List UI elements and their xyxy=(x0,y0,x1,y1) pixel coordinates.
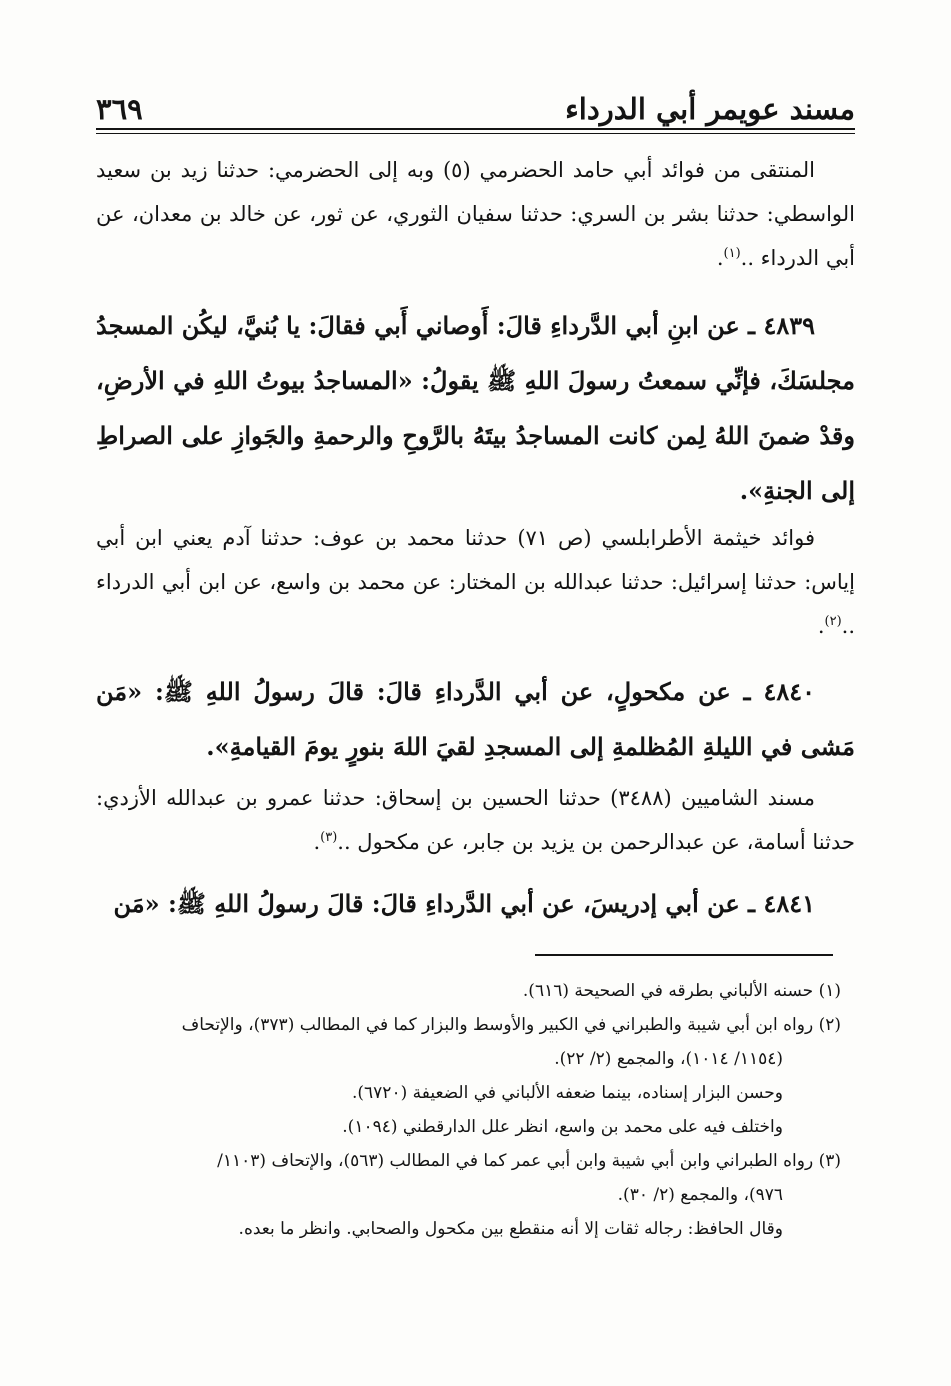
footnote-3: (٣) رواه الطبراني وابن أبي شيبة وابن أبي عمر كما في المطالب (٥٦٣)، والإتحاف (١١٠٣/ xyxy=(217,1151,841,1171)
hadith-4839 xyxy=(96,298,855,518)
header-rule-thin xyxy=(96,133,855,134)
page-header xyxy=(96,70,855,128)
page-number: ٣٦٩ xyxy=(96,92,143,126)
hadith-text-4841: عن أبي إدريسَ، عن أبي الدَّرداءِ قالَ: قالَ رسولُ اللهِ ﷺ: «مَن xyxy=(113,889,740,918)
footnote-2: (٢) رواه ابن أبي شيبة والطبراني في الكبير والأوسط والبزار كما في المطالب (٣٧٣)، والإتحاف xyxy=(181,1015,841,1035)
hadith-number-4839: ٤٨٣٩ ـ xyxy=(748,311,815,340)
footnote-ref-1: (١) xyxy=(723,246,741,261)
footnote-1: (١) حسنه الألباني بطرقه في الصحيحة (٦١٦). xyxy=(522,981,841,1001)
running-title: مسند عويمر أبي الدرداء xyxy=(565,92,855,126)
hadith-number-4841: ٤٨٤١ ـ xyxy=(748,889,815,918)
source-paragraph-1: المنتقى من فوائد أبي حامد الحضرمي (٥) وبه إلى الحضرمي: حدثنا زيد بن سعيد الواسطي: حدثنا بشر بن السري: حدثنا سفيان الثوري، عن ثور، عن خالد بن معدان، عن أبي الدرداء ..$^{(١)}$. xyxy=(96,158,855,270)
footnote-3-continuation: ٩٧٦)، والمجمع (٢/ ٣٠). xyxy=(617,1185,783,1205)
source-text-3: مسند الشاميين (٣٤٨٨) حدثنا الحسين بن إسحاق: حدثنا عمرو بن عبدالله الأزدي: حدثنا أسامة، عن عبدالرحمن بن يزيد بن جابر، عن مكحول .. xyxy=(96,786,855,854)
hadith-text-4840: عن مكحولٍ، عن أبي الدَّرداءِ قالَ: قالَ رسولُ اللهِ ﷺ: «مَن مَشى في الليلةِ المُظلمةِ إلى المسجدِ لقيَ اللهَ بنورٍ يومَ القيامةِ». xyxy=(96,677,855,761)
footnote-ref-2: (٢) xyxy=(824,614,842,629)
footnote-separator xyxy=(535,954,833,956)
hadith-number-4840: ٤٨٤٠ ـ xyxy=(743,677,815,706)
hadith-text-4839: عن ابنِ أبي الدَّرداءِ قالَ: أَوصاني أَبي فقالَ: يا بُنيَّ، ليكُن المسجدُ مجلسَكَ، فإنِّي سمعتُ رسولَ اللهِ ﷺ يقولُ: «المساجدُ بيوتُ اللهِ في الأرضِ، وقدْ ضمنَ اللهُ لِمن كانت المساجدُ بيتَهُ بالرَّوحِ والرحمةِ والجَوازِ على الصراطِ إلى الجنةِ». xyxy=(96,311,856,505)
source-paragraph-3: مسند الشاميين (٣٤٨٨) حدثنا الحسين بن إسحاق: حدثنا عمرو بن عبدالله الأزدي: حدثنا أسامة، عن عبدالرحمن بن يزيد بن جابر، عن مكحول ..$^{(٣)}$. xyxy=(96,786,855,854)
footnote-2-continuation: (١١٥٤/ ١٠١٤)، والمجمع (٢/ ٢٢). xyxy=(554,1049,783,1069)
footnote-2-note-a: وحسن البزار إسناده، بينما ضعفه الألباني في الضعيفة (٦٧٢٠). xyxy=(352,1083,783,1103)
footnote-2-note-b: واختلف فيه على محمد بن واسع، انظر علل الدارقطني (١٠٩٤). xyxy=(342,1117,783,1137)
source-paragraph-2: فوائد خيثمة الأطرابلسي (ص ٧١) حدثنا محمد بن عوف: حدثنا آدم يعني ابن أبي إياس: حدثنا إسرائيل: حدثنا عبدالله بن المختار: عن محمد بن واسع، عن ابن أبي الدرداء ..$^{(٢)}$. xyxy=(96,526,855,638)
footnote-ref-3: (٣) xyxy=(320,830,338,845)
hadith-4841 xyxy=(96,876,855,931)
footnote-3-note: وقال الحافظ: رجاله ثقات إلا أنه منقطع بين مكحول والصحابي. وانظر ما بعده. xyxy=(238,1219,783,1239)
source-text-1: المنتقى من فوائد أبي حامد الحضرمي (٥) وبه إلى الحضرمي: حدثنا زيد بن سعيد الواسطي: حدثنا بشر بن السري: حدثنا سفيان الثوري، عن ثور، عن خالد بن معدان، عن أبي الدرداء .. xyxy=(96,158,855,270)
hadith-4840 xyxy=(96,664,855,774)
header-rule xyxy=(96,128,855,130)
source-text-2: فوائد خيثمة الأطرابلسي (ص ٧١) حدثنا محمد بن عوف: حدثنا آدم يعني ابن أبي إياس: حدثنا إسرائيل: حدثنا عبدالله بن المختار: عن محمد بن واسع، عن ابن أبي الدرداء .. xyxy=(96,526,855,638)
footnotes xyxy=(96,974,841,1246)
